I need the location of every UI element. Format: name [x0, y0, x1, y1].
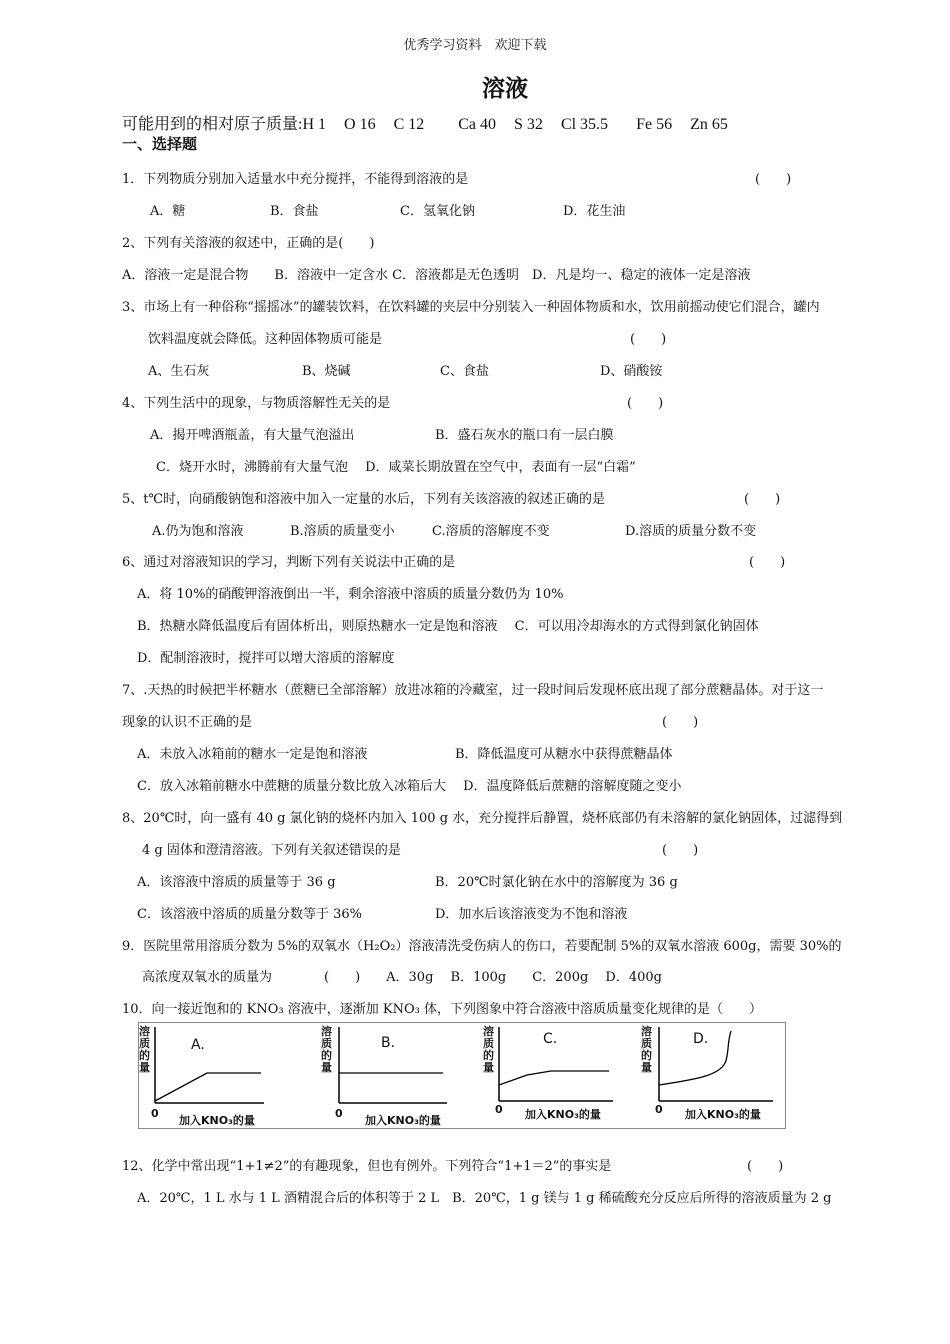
graph-ylabel: 溶质的量	[641, 1025, 652, 1074]
graph-ylabel: 溶质的量	[139, 1025, 150, 1074]
question-line: C．放入冰箱前糖水中蔗糖的质量分数比放入冰箱后大 D．温度降低后蔗糖的溶解度随之变小	[137, 779, 682, 794]
question-line: D．花生油	[563, 204, 626, 219]
question-line: 3、市场上有一种俗称“摇摇冰”的罐装饮料，在饮料罐的夹层中分别装入一种固体物质和水，饮用前摇动使它们混合，罐内	[122, 300, 820, 315]
question-line: 9．医院里常用溶质分数为 5%的双氧水（H₂O₂）溶液清洗受伤病人的伤口，若要配制 5%的双氧水溶液 600g，需要 30%的	[122, 939, 842, 954]
question-line: D、硝酸铵	[600, 364, 663, 379]
question-line: D．加水后该溶液变为不饱和溶液	[435, 907, 628, 922]
question-line: 5、t℃时，向硝酸钠饱和溶液中加入一定量的水后，下列有关该溶液的叙述正确的是	[122, 492, 606, 507]
question-line: A．将 10%的硝酸钾溶液倒出一半，剩余溶液中溶质的质量分数仍为 10%	[137, 587, 564, 602]
question-line: A.仍为饱和溶液	[152, 524, 244, 539]
graph-letter: D.	[693, 1031, 709, 1047]
question-line: 7、.天热的时候把半杯糖水（蔗糖已全部溶解）放进冰箱的冷藏室，过一段时间后发现杯底出现了部分蔗糖晶体。对于这一	[122, 683, 824, 698]
atomic-mass-item: S 32	[514, 116, 543, 133]
graph-origin: 0	[151, 1107, 159, 1120]
question-line: C、食盐	[440, 364, 489, 379]
graph-d	[639, 1023, 799, 1128]
question-line: 高浓度双氧水的质量为 ( ) A．30g B．100g C．200g D．400g	[142, 970, 662, 985]
question-line: D．配制溶液时，搅拌可以增大溶质的溶解度	[137, 651, 395, 666]
graph-b	[319, 1023, 479, 1128]
question-line: B．盛石灰水的瓶口有一层白膜	[435, 428, 614, 443]
question-line: A．溶液一定是混合物 B．溶液中一定含水 C．溶液都是无色透明 D．凡是均一、稳定的液体一定是溶液	[122, 268, 751, 283]
graph-ylabel: 溶质的量	[483, 1025, 494, 1074]
answer-paren: ( )	[662, 715, 699, 730]
question-line: B．降低温度可从糖水中获得蔗糖晶体	[455, 747, 673, 762]
question-line: 8、20℃时，向一盛有 40 g 氯化钠的烧杯内加入 100 g 水，充分搅拌后静置，烧杯底部仍有未溶解的氯化钠固体，过滤得到	[122, 811, 843, 826]
answer-paren: ( )	[662, 843, 699, 858]
graph-ylabel: 溶质的量	[321, 1025, 332, 1074]
question-line: 1．下列物质分别加入适量水中充分搅拌，不能得到溶液的是	[122, 172, 469, 187]
question-line: A．揭开啤酒瓶盖，有大量气泡溢出	[150, 428, 355, 443]
question-line: 2、下列有关溶液的叙述中，正确的是( )	[122, 236, 375, 251]
atomic-masses	[122, 111, 742, 134]
atomic-mass-item: Zn 65	[690, 116, 728, 133]
question-line: 10．向一接近饱和的 KNO₃ 溶液中，逐渐加 KNO₃ 体，下列图象中符合溶液中溶质质量变化规律的是（ ）	[122, 1002, 762, 1017]
graph-origin: 0	[655, 1103, 663, 1116]
question-line: 12、化学中常出现“1+1≠2”的有趣现象，但也有例外。下列符合“1+1＝2”的事实是	[122, 1159, 612, 1174]
graph-xlabel: 加入KNO₃的量	[365, 1114, 441, 1127]
question-line: 饮料温度就会降低。这种固体物质可能是	[148, 332, 383, 347]
question-line: C．该溶液中溶质的质量分数等于 36%	[137, 907, 362, 922]
answer-paren: ( )	[749, 555, 786, 570]
graph-xlabel: 加入KNO₃的量	[685, 1108, 761, 1121]
graph-letter: A.	[191, 1037, 205, 1053]
graph-origin: 0	[335, 1107, 343, 1120]
graph-a	[139, 1023, 299, 1128]
question-line: C．烧开水时，沸腾前有大量气泡 D．咸菜长期放置在空气中，表面有一层“白霜”	[156, 460, 636, 475]
question-line: C．氢氧化钠	[400, 204, 475, 219]
atomic-mass-item: O 16	[344, 116, 376, 133]
page-title: 溶液	[482, 76, 528, 102]
answer-paren: ( )	[744, 492, 781, 507]
atomic-mass-item: Ca 40	[458, 116, 497, 133]
graph-origin: 0	[495, 1103, 503, 1116]
page-header: 优秀学习资料 欢迎下载	[403, 38, 547, 53]
answer-paren: ( )	[630, 332, 667, 347]
question-line: 现象的认识不正确的是	[122, 715, 253, 730]
question-line: A．糖	[150, 204, 186, 219]
graph-letter: C.	[543, 1031, 558, 1047]
question-line: 6、通过对溶液知识的学习，判断下列有关说法中正确的是	[122, 555, 456, 570]
question-line: D.溶质的质量分数不变	[625, 524, 757, 539]
atomic-mass-item: Fe 56	[636, 116, 673, 133]
graph-xlabel: 加入KNO₃的量	[525, 1108, 601, 1121]
graph-options-panel	[138, 1022, 786, 1129]
question-line: B．热糖水降低温度后有固体析出，则原热糖水一定是饱和溶液 C．可以用冷却海水的方式得到氯化钠固体	[137, 619, 759, 634]
atomic-mass-item: C 12	[393, 116, 425, 133]
answer-paren: ( )	[627, 396, 664, 411]
answer-paren: ( )	[747, 1159, 784, 1174]
atomic-mass-item: 可能用到的相对原子质量:H 1	[122, 116, 327, 133]
question-line: A．未放入冰箱前的糖水一定是饱和溶液	[137, 747, 368, 762]
section-title: 一、选择题	[122, 135, 198, 153]
question-line: B、烧碱	[302, 364, 351, 379]
atomic-mass-item: Cl 35.5	[560, 116, 609, 133]
question-line: A、生石灰	[148, 364, 210, 379]
graph-xlabel: 加入KNO₃的量	[179, 1114, 255, 1127]
question-line: 4、下列生活中的现象，与物质溶解性无关的是	[122, 396, 391, 411]
question-line: B．20℃时氯化钠在水中的溶解度为 36 g	[435, 875, 678, 890]
question-line: C.溶质的溶解度不变	[432, 524, 550, 539]
question-line: B．食盐	[270, 204, 319, 219]
question-line: A．该溶液中溶质的质量等于 36 g	[137, 875, 336, 890]
graph-letter: B.	[381, 1035, 396, 1051]
question-line: 4 g 固体和澄清溶液。下列有关叙述错误的是	[142, 843, 401, 858]
question-line: A．20℃，1 L 水与 1 L 酒精混合后的体积等于 2 L B．20℃，1 g 镁与 1 g 稀硫酸充分反应后所得的溶液质量为 2 g	[137, 1191, 832, 1206]
answer-paren: ( )	[755, 172, 792, 187]
graph-c	[481, 1023, 641, 1128]
question-line: B.溶质的质量变小	[290, 524, 395, 539]
